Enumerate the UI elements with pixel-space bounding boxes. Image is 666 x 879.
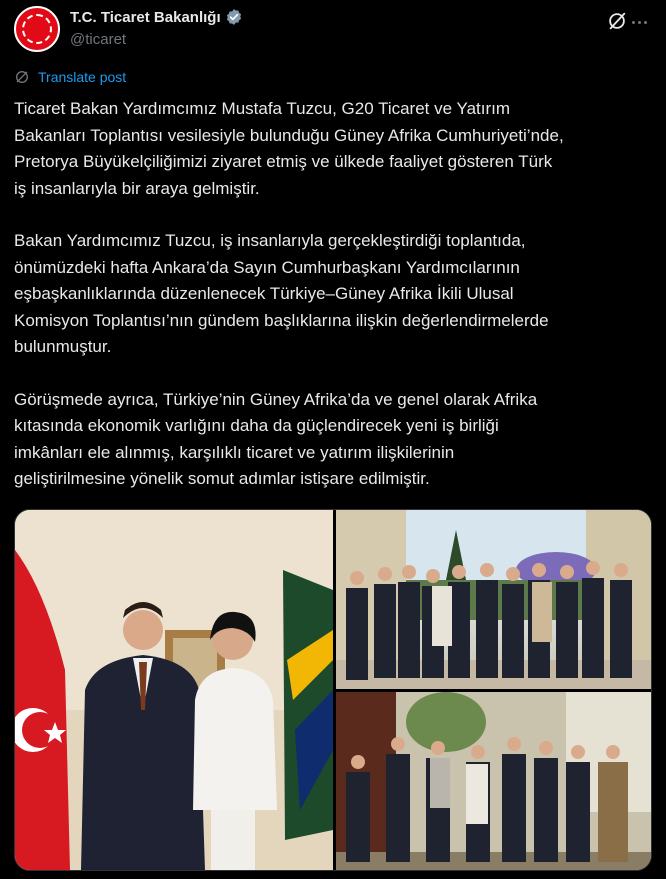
verified-badge-icon	[225, 8, 243, 26]
author-name-text[interactable]: T.C. Ticaret Bakanlığı	[70, 8, 221, 26]
photo-group-indoor[interactable]	[336, 692, 652, 870]
translate-post-link[interactable]	[14, 69, 126, 85]
photo-officials[interactable]	[15, 510, 333, 870]
photo-group-garden[interactable]	[336, 510, 652, 689]
photo-group-garden-image	[336, 510, 652, 689]
post-header	[14, 4, 652, 56]
more-icon[interactable]	[632, 12, 652, 32]
grok-icon[interactable]	[606, 10, 628, 32]
author-name[interactable]	[70, 8, 243, 26]
author-handle[interactable]: @ticaret	[70, 31, 127, 48]
photo-officials-image	[15, 510, 333, 870]
media-grid	[14, 509, 652, 871]
translate-icon	[14, 69, 30, 85]
post-text	[14, 96, 654, 519]
avatar[interactable]	[14, 6, 60, 52]
paragraph-1: Ticaret Bakan Yardımcımız Mustafa Tuzcu, G20 Ticaret ve Yatırım Bakanları Toplantısı vesilesiyle bulunduğu Güney Afrika Cumhuriyeti’nde, Pretorya Büyükelçiliğimizi ziyaret etmiş ve ülkede faaliyet gösteren Türk iş insanlarıyla bir araya gelmiştir.	[14, 99, 564, 198]
paragraph-3: Görüşmede ayrıca, Türkiye’nin Güney Afrika’da ve genel olarak Afrika kıtasında ekonomik varlığını daha da güçlendirecek yeni iş birliği imkânları ele alınmış, karşılıklı ticaret ve yatırım ilişkilerinin geliştirilmesine yönelik somut adımlar istişare edilmiştir.	[14, 389, 538, 488]
photo-group-indoor-image	[336, 692, 652, 870]
paragraph-2: Bakan Yardımcımız Tuzcu, iş insanlarıyla gerçekleştirdiği toplantıda, önümüzdeki hafta Ankara’da Sayın Cumhurbaşkanı Yardımcılarının eşbaşkanlıklarında düzenlenecek Türkiye–Güney Afrika İkili Ulusal Komisyon Toplantısı’nın gündem başlıklarına ilişkin değerlendirmelerde bulunmuştur.	[14, 231, 549, 356]
emblem-icon	[22, 14, 52, 44]
translate-label[interactable]: Translate post	[38, 69, 127, 85]
